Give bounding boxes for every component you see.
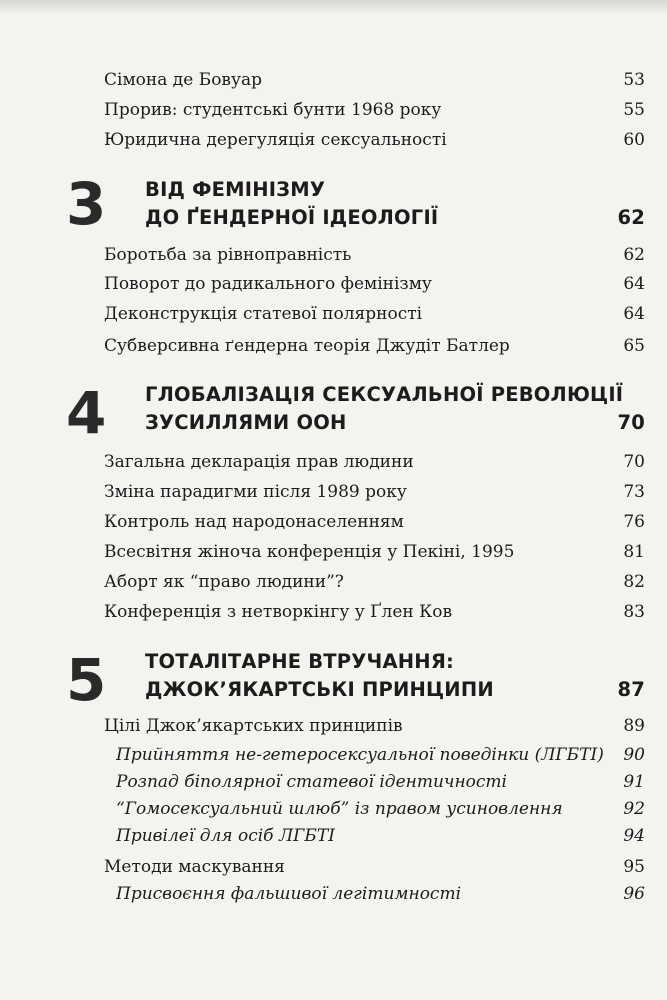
- toc-entry-title: Юридична дерегуляція сексуальності: [104, 130, 447, 150]
- toc-entry-page: 92: [623, 799, 645, 819]
- toc-entry-page: 82: [623, 572, 645, 592]
- chapter-title: [145, 381, 645, 437]
- chapter-title: [145, 176, 645, 232]
- toc-entry: [104, 571, 645, 593]
- toc-entry: [104, 129, 645, 151]
- toc-entry-page: 64: [623, 304, 645, 324]
- chapter-page: 70: [617, 411, 645, 434]
- toc-entry-title: Привілеї для осіб ЛГБТІ: [116, 826, 335, 846]
- toc-entry-page: 73: [623, 482, 645, 502]
- toc-entry-page: 64: [623, 274, 645, 294]
- toc-entry-page: 81: [623, 542, 645, 562]
- toc-entry-title: Прорив: студентські бунти 1968 року: [104, 100, 442, 120]
- toc-entry-title: Методи маскування: [104, 857, 285, 877]
- toc-entry-page: 96: [623, 884, 645, 904]
- toc-entry: [104, 303, 645, 325]
- page-edge-shadow: [0, 0, 667, 14]
- toc-entry: [104, 541, 645, 563]
- toc-entry: [104, 601, 645, 623]
- toc-entry-page: 62: [623, 245, 645, 265]
- chapter-title-line: ГЛОБАЛІЗАЦІЯ СЕКСУАЛЬНОЇ РЕВОЛЮЦІЇ: [145, 383, 624, 406]
- toc-entry-page: 94: [623, 826, 645, 846]
- toc-entry-title: Контроль над народонаселенням: [104, 512, 404, 532]
- toc-entry: [104, 511, 645, 533]
- toc-entry-title: Аборт як “право людини”?: [104, 572, 344, 592]
- toc-entry-title: Деконструкція статевої полярності: [104, 304, 423, 324]
- chapter-title-line: ТОТАЛІТАРНЕ ВТРУЧАННЯ:: [145, 650, 455, 673]
- toc-entry-title: Загальна декларація прав людини: [104, 452, 414, 472]
- toc-entry: [104, 69, 645, 91]
- toc-entry-title: Всесвітня жіноча конференція у Пекіні, 1995: [104, 542, 515, 562]
- toc-entry-page: 90: [623, 745, 645, 765]
- chapter-number: 5: [66, 646, 107, 714]
- toc-entry: [104, 273, 645, 295]
- toc-subentry: [116, 744, 645, 766]
- toc-entry-page: 55: [623, 100, 645, 120]
- toc-entry-page: 95: [623, 857, 645, 877]
- toc-entry-title: Боротьба за рівноправність: [104, 245, 352, 265]
- chapter-number: 4: [66, 379, 107, 447]
- toc-entry-title: Цілі Джок’якартських принципів: [104, 716, 403, 736]
- toc-entry-title: Розпад біполярної статевої ідентичності: [116, 772, 507, 792]
- toc-entry-title: Поворот до радикального фемінізму: [104, 274, 432, 294]
- toc-subentry: [116, 825, 645, 847]
- toc-entry: [104, 244, 645, 266]
- chapter-page: 87: [617, 678, 645, 701]
- toc-entry-title: Зміна парадигми після 1989 року: [104, 482, 407, 502]
- chapter-page: 62: [617, 206, 645, 229]
- chapter-title: [145, 648, 645, 704]
- toc-entry: [104, 335, 645, 357]
- toc-entry-page: 53: [623, 70, 645, 90]
- toc-entry-page: 91: [623, 772, 645, 792]
- toc-entry-page: 89: [623, 716, 645, 736]
- toc-entry: [104, 99, 645, 121]
- toc-entry-title: Присвоєння фальшивої легітимності: [116, 884, 462, 904]
- chapter-title-line: ДЖОК’ЯКАРТСЬКІ ПРИНЦИПИ: [145, 678, 494, 701]
- toc-entry-title: Конференція з нетворкінгу у Ґлен Ков: [104, 602, 453, 622]
- toc-entry-title: “Гомосексуальний шлюб” із правом усиновлення: [116, 799, 563, 819]
- toc-entry: [104, 451, 645, 473]
- toc-entry-page: 83: [623, 602, 645, 622]
- toc-entry-page: 70: [623, 452, 645, 472]
- toc-entry-title: Прийняття не-гетеросексуальної поведінки (ЛГБТІ): [116, 745, 604, 765]
- toc-entry-page: 65: [623, 336, 645, 356]
- toc-entry-title: Сімона де Бовуар: [104, 70, 263, 90]
- toc-subentry: [116, 798, 645, 820]
- toc-entry: [104, 856, 645, 878]
- toc-entry-page: 76: [623, 512, 645, 532]
- toc-entry: [104, 715, 645, 737]
- toc-subentry: [116, 883, 645, 905]
- chapter-number: 3: [66, 170, 107, 238]
- toc-subentry: [116, 771, 645, 793]
- chapter-title-line: ВІД ФЕМІНІЗМУ: [145, 178, 326, 201]
- toc-entry-page: 60: [623, 130, 645, 150]
- chapter-title-line: ДО ҐЕНДЕРНОЇ ІДЕОЛОГІЇ: [145, 206, 439, 229]
- toc-entry-title: Субверсивна ґендерна теорія Джудіт Батлер: [104, 336, 510, 356]
- chapter-title-line: ЗУСИЛЛЯМИ ООН: [145, 411, 347, 434]
- toc-entry: [104, 481, 645, 503]
